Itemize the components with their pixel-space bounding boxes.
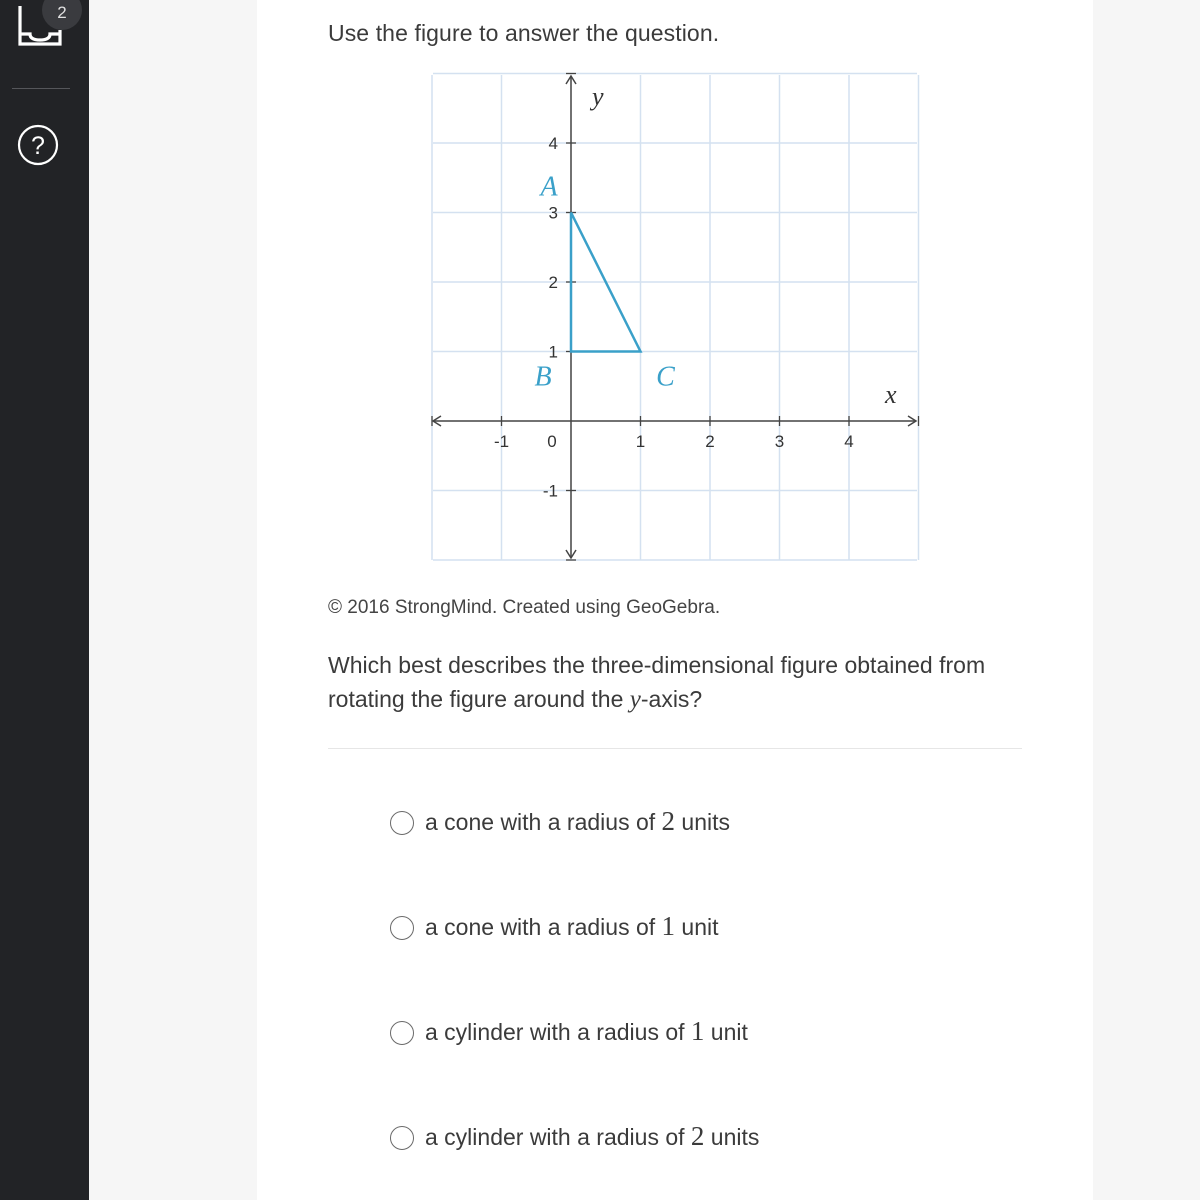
option-number: 2 [661, 805, 676, 836]
point-label-b: B [534, 361, 552, 393]
answer-option-label [425, 806, 730, 837]
help-button[interactable] [17, 124, 59, 166]
y-tick-label: 1 [548, 342, 558, 362]
copyright-text: © 2016 StrongMind. Created using GeoGebra. [328, 597, 721, 618]
x-tick-label: 3 [774, 432, 785, 451]
help-icon [17, 124, 59, 166]
y-tick-label: 2 [548, 273, 558, 292]
y-tick-label: 4 [548, 134, 558, 153]
option-number: 1 [661, 910, 676, 941]
question-part-1: Which best describes the three-dimensional figure obtained from rotating the figure around the [328, 652, 986, 712]
option-number: 1 [690, 1015, 705, 1046]
x-tick-label: 1 [635, 432, 646, 451]
y-axis-label: y [592, 82, 604, 111]
answer-option-4[interactable] [390, 1119, 759, 1153]
x-tick-label: 4 [844, 432, 854, 451]
radio-button[interactable] [390, 1126, 414, 1150]
answer-option-3[interactable] [390, 1014, 748, 1048]
option-text-pre: a cone with a radius of [425, 913, 662, 940]
page-gutter-left [89, 0, 257, 1200]
axes [432, 74, 919, 561]
inbox-button[interactable] [14, 0, 66, 56]
x-tick-label: -1 [493, 432, 510, 451]
option-text-post: units [704, 1123, 760, 1150]
page-gutter-right [1093, 0, 1200, 1200]
radio-button[interactable] [390, 916, 414, 940]
answer-option-label [425, 911, 719, 942]
sidebar-divider [12, 88, 70, 89]
answer-option-label [425, 1016, 748, 1047]
question-text [328, 648, 1048, 717]
option-text-pre: a cylinder with a radius of [425, 1123, 691, 1150]
point-label-c: C [656, 361, 675, 393]
point-label-a: A [540, 171, 558, 203]
instruction-text: Use the figure to answer the question. [328, 20, 720, 46]
answer-option-1[interactable] [390, 804, 730, 838]
option-text-pre: a cone with a radius of [425, 808, 662, 835]
question-variable: y [629, 686, 641, 713]
question-divider [328, 748, 1022, 749]
inbox-count-badge: 2 [42, 0, 82, 30]
radio-button[interactable] [390, 1021, 414, 1045]
coordinate-figure [430, 72, 930, 572]
option-text-pre: a cylinder with a radius of [425, 1018, 691, 1045]
option-text-post: unit [704, 1018, 748, 1045]
y-tick-label: -1 [542, 481, 558, 501]
y-tick-label: 3 [548, 203, 558, 223]
radio-button[interactable] [390, 811, 414, 835]
answer-option-2[interactable] [390, 909, 719, 943]
sidebar [0, 0, 89, 1200]
x-axis-label: x [885, 380, 897, 409]
option-number: 2 [690, 1120, 705, 1151]
grid-lines [432, 74, 919, 561]
answer-option-label [425, 1121, 759, 1152]
x-tick-label: 0 [547, 432, 557, 451]
question-part-2: -axis? [640, 686, 703, 712]
svg-text:?: ? [31, 132, 45, 160]
option-text-post: units [675, 808, 731, 835]
x-tick-labels [494, 432, 854, 451]
option-text-post: unit [675, 913, 719, 940]
x-tick-label: 2 [705, 432, 715, 451]
